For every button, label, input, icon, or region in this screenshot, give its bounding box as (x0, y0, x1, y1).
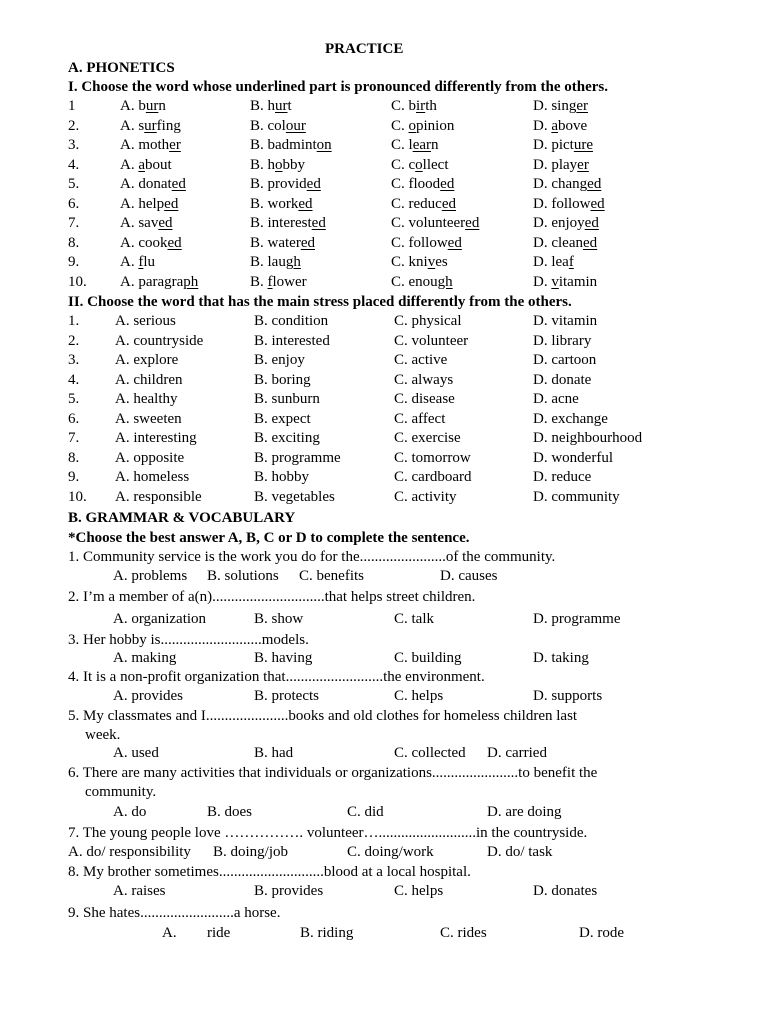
option-b (250, 136, 332, 155)
option-c (391, 214, 479, 233)
word-part: A. sav (120, 215, 159, 231)
underlined-part: ed (158, 215, 173, 231)
question-1: 1. Community service is the work you do for the.......................of the community. (68, 549, 556, 565)
word-part: C. kni (391, 254, 428, 270)
underlined-part: v (551, 273, 559, 290)
row-number: 1. (68, 313, 80, 329)
phonetics-row (0, 214, 768, 233)
underlined-part: ed (441, 195, 456, 212)
q9-option-a: ride (207, 925, 231, 941)
word-part: lu (143, 254, 156, 270)
option-a (120, 253, 155, 272)
option-d (533, 136, 593, 155)
option-c: C. activity (394, 488, 457, 505)
q4-option-d: D. supports (533, 688, 603, 704)
word-part: fing (156, 117, 181, 134)
option-b (250, 273, 307, 292)
word-part: bby (282, 156, 306, 173)
underlined-part: ed (298, 195, 313, 212)
underlined-part: ed (311, 215, 326, 231)
underlined-part: o (275, 156, 283, 173)
q3-option-c: C. building (394, 650, 462, 666)
option-b: B. vegetables (254, 488, 335, 505)
option-c (391, 156, 449, 175)
q8-option-b: B. provides (254, 883, 324, 899)
question-3: 3. Her hobby is...........................models. (68, 632, 309, 648)
q2-option-b: B. show (254, 611, 304, 627)
word-part: es (435, 254, 448, 270)
q2-option-d: D. programme (533, 611, 621, 627)
row-number: 6. (68, 410, 80, 427)
question-1-options (0, 567, 768, 586)
question-2-options (0, 610, 768, 629)
row-number: 4. (68, 371, 80, 388)
option-d: D. cartoon (533, 352, 597, 368)
word-part: B. lau (250, 254, 286, 270)
q1-option-a: A. problems (113, 568, 188, 584)
word-part: C. (391, 117, 409, 134)
option-b: B. expect (254, 410, 311, 427)
word-part: A. s (120, 117, 145, 134)
grammar-instruction: *Choose the best answer A, B, C or D to complete the sentence. (68, 530, 470, 546)
q9-option-c: C. rides (440, 925, 487, 941)
q7-option-d: D. do/ task (487, 844, 553, 860)
option-c (391, 175, 454, 194)
row-number: 2. (68, 332, 80, 349)
option-d (533, 175, 601, 194)
word-part: D. (533, 273, 552, 290)
option-a (120, 195, 178, 214)
option-a (120, 214, 173, 233)
option-b: B. boring (254, 371, 311, 388)
word-part: C. l (391, 137, 413, 153)
underlined-part: ed (300, 234, 315, 251)
underlined-part: o (415, 156, 423, 173)
option-a: A. responsible (115, 488, 202, 505)
word-part: C. b (391, 98, 417, 114)
underlined-part: our (285, 117, 306, 134)
option-b (250, 97, 292, 116)
option-d (533, 117, 587, 136)
word-part: bout (145, 156, 172, 173)
underlined-part: ed (584, 215, 599, 231)
word-part: lower (272, 273, 307, 290)
option-d: D. donate (533, 371, 592, 388)
phonetics-row (0, 117, 768, 136)
row-number: 8. (68, 234, 80, 251)
word-part: B. interest (250, 215, 312, 231)
underlined-part: ur (275, 98, 288, 114)
q7-option-a: A. do/ responsibility (68, 844, 191, 860)
option-a: A. interesting (115, 430, 197, 446)
word-part: B. work (250, 195, 299, 212)
option-d: D. reduce (533, 469, 592, 485)
question-6-options (0, 803, 768, 822)
question-3-options (0, 649, 768, 668)
option-b: B. exciting (254, 430, 320, 446)
q5-option-b: B. had (254, 745, 294, 761)
row-number: 5. (68, 176, 80, 192)
q3-option-b: B. having (254, 650, 313, 666)
underlined-part: on (316, 137, 332, 153)
word-part: A. cook (120, 234, 168, 251)
word-part: D. lea (533, 254, 569, 270)
option-a (120, 175, 186, 194)
question-8: 8. My brother sometimes............................blood at a local hospital. (68, 864, 471, 880)
q3-option-a: A. making (113, 650, 177, 666)
option-b (250, 253, 301, 272)
row-number: 9. (68, 469, 80, 485)
row-number: 8. (68, 449, 80, 466)
option-a: A. serious (115, 313, 176, 329)
word-part: B. col (250, 117, 286, 134)
q6-option-b: B. does (207, 804, 252, 820)
q7-option-b: B. doing/job (213, 844, 289, 860)
option-a: A. homeless (115, 469, 190, 485)
option-d (533, 195, 605, 214)
option-a (120, 117, 181, 136)
option-c: C. active (394, 352, 448, 368)
underlined-part: ir (416, 98, 426, 114)
option-c: C. disease (394, 391, 455, 407)
option-b (250, 195, 313, 214)
q6-option-a: A. do (113, 804, 147, 820)
q1-option-b: B. solutions (207, 568, 279, 584)
row-number: 10. (68, 488, 87, 505)
q9-option-d: D. rode (579, 925, 624, 941)
underlined-part: gh (437, 273, 453, 290)
q3-option-d: D. taking (533, 650, 589, 666)
option-c: C. always (394, 371, 454, 388)
word-part: t (287, 98, 292, 114)
word-part: B. badmint (250, 137, 317, 153)
option-b (250, 234, 315, 253)
word-part: B. (250, 273, 268, 290)
option-d: D. wonderful (533, 449, 613, 466)
underlined-part: ur (144, 117, 157, 134)
option-a (120, 136, 181, 155)
option-a (120, 234, 182, 253)
option-d: D. acne (533, 391, 579, 407)
underlined-part: ed (306, 176, 321, 192)
option-b: B. programme (254, 449, 341, 466)
row-number: 10. (68, 273, 87, 290)
option-b: B. interested (254, 332, 330, 349)
option-c (391, 253, 448, 272)
word-part: B. h (250, 156, 276, 173)
underlined-part: ph (183, 273, 199, 290)
q6-option-c: C. did (347, 804, 384, 820)
underlined-part: ure (573, 137, 593, 153)
option-d: D. library (533, 332, 592, 349)
word-part: B. water (250, 234, 301, 251)
stress-row (0, 351, 768, 370)
underlined-part: ed (590, 195, 605, 212)
word-part: B. provid (250, 176, 307, 192)
row-number: 9. (68, 254, 80, 270)
option-b (250, 214, 326, 233)
question-4: 4. It is a non-profit organization that..........................the environment. (68, 669, 485, 685)
option-a (120, 156, 172, 175)
row-number: 1 (68, 98, 76, 114)
q4-option-a: A. provides (113, 688, 183, 704)
question-5-options (0, 744, 768, 763)
word-part: D. play (533, 156, 578, 173)
option-c (391, 117, 454, 136)
option-c: C. affect (394, 410, 446, 427)
option-d: D. vitamin (533, 313, 598, 329)
option-b: B. enjoy (254, 352, 305, 368)
question-9: 9. She hates.........................a horse. (68, 905, 281, 921)
word-part: C. c (391, 156, 416, 173)
word-part: C. follow (391, 234, 448, 251)
underlined-part: ed (587, 176, 602, 192)
q4-option-b: B. protects (254, 688, 319, 704)
option-b (250, 117, 306, 136)
option-d (533, 253, 574, 272)
option-d: D. neighbourhood (533, 430, 643, 446)
option-c: C. cardboard (394, 469, 472, 485)
word-part: C. enou (391, 273, 438, 290)
phonetics-row (0, 273, 768, 292)
row-number: 5. (68, 391, 80, 407)
row-number: 4. (68, 156, 80, 173)
phonetics-row (0, 136, 768, 155)
q1-option-d: D. causes (440, 568, 498, 584)
option-c (391, 234, 462, 253)
question-5: 5. My classmates and I......................books and old clothes for homeless children last (68, 708, 578, 724)
option-b: B. condition (254, 313, 329, 329)
phonetics-row (0, 175, 768, 194)
q8-option-d: D. donates (533, 883, 598, 899)
option-a: A. sweeten (115, 410, 182, 427)
underlined-part: ur (145, 98, 159, 114)
phonetics-row (0, 253, 768, 272)
underlined-part: ed (171, 176, 186, 192)
option-c: C. exercise (394, 430, 461, 446)
stress-row (0, 468, 768, 487)
stress-row (0, 488, 768, 507)
underlined-part: ed (164, 195, 179, 212)
option-a: A. children (115, 371, 183, 388)
word-part: D. clean (533, 234, 583, 251)
q6-option-d: D. are doing (487, 804, 562, 820)
word-part: llect (422, 156, 449, 173)
section-a-heading: A. PHONETICS (68, 60, 175, 76)
word-part: A. (120, 254, 139, 270)
option-a: A. countryside (115, 332, 204, 349)
row-number: 6. (68, 195, 80, 212)
question-8-options (0, 882, 768, 901)
option-d (533, 97, 588, 116)
word-part: D. follow (533, 195, 591, 212)
q2-option-c: C. talk (394, 611, 434, 627)
option-c: C. physical (394, 313, 462, 329)
option-d: D. community (533, 488, 620, 505)
stress-row (0, 332, 768, 351)
underlined-part: f (568, 254, 574, 270)
word-part: A. moth (120, 137, 170, 153)
word-part: C. reduc (391, 195, 442, 212)
underlined-part: er (576, 98, 588, 114)
underlined-part: a (138, 156, 146, 173)
part1-instruction: I. Choose the word whose underlined part is pronounced differently from the others. (68, 79, 609, 95)
option-b (250, 156, 305, 175)
q5-option-d: D. carried (487, 745, 547, 761)
question-5-continued: week. (85, 727, 121, 743)
row-number: 3. (68, 352, 80, 368)
underlined-part: er (169, 137, 181, 153)
word-part: A. donat (120, 176, 172, 192)
word-part: B. h (250, 98, 276, 114)
question-6: 6. There are many activities that individuals or organizations.......................to benefit the (68, 765, 598, 781)
word-part: C. volunteer (391, 215, 466, 231)
question-4-options (0, 687, 768, 706)
option-c (391, 195, 456, 214)
stress-row (0, 390, 768, 409)
word-part: pinion (416, 117, 455, 134)
underlined-part: gh (285, 254, 301, 270)
option-d (533, 156, 589, 175)
word-part: bove (558, 117, 588, 134)
word-part: A. help (120, 195, 165, 212)
underlined-part: er (577, 156, 589, 173)
option-c (391, 97, 437, 116)
underlined-part: ed (582, 234, 598, 251)
question-7-options (0, 843, 768, 862)
option-c: C. tomorrow (394, 449, 471, 466)
q5-option-c: C. collected (394, 745, 466, 761)
q4-option-c: C. helps (394, 688, 444, 704)
stress-row (0, 312, 768, 331)
option-b: B. sunburn (254, 391, 320, 407)
option-b (250, 175, 321, 194)
phonetics-row (0, 234, 768, 253)
row-number: 7. (68, 215, 80, 231)
q9-option-a-letter: A. (162, 925, 177, 941)
stress-row (0, 429, 768, 448)
q7-option-c: C. doing/work (347, 844, 434, 860)
q8-option-a: A. raises (113, 883, 166, 899)
row-number: 3. (68, 137, 80, 153)
stress-row (0, 410, 768, 429)
phonetics-row (0, 195, 768, 214)
word-part: n (431, 137, 439, 153)
option-d: D. exchange (533, 410, 608, 427)
section-b-heading: B. GRAMMAR & VOCABULARY (68, 510, 296, 526)
underlined-part: v (427, 254, 436, 270)
underlined-part: ed (465, 215, 480, 231)
question-2: 2. I’m a member of a(n)..............................that helps street children. (68, 589, 476, 605)
q9-option-b: B. riding (300, 925, 354, 941)
option-d (533, 273, 597, 292)
underlined-part: ed (440, 176, 455, 192)
q2-option-a: A. organization (113, 611, 207, 627)
option-a: A. explore (115, 352, 179, 368)
option-a (120, 97, 166, 116)
word-part: D. sing (533, 98, 577, 114)
underlined-part: a (551, 117, 559, 134)
underlined-part: f (138, 254, 144, 270)
option-a: A. opposite (115, 449, 185, 466)
word-part: D. chang (533, 176, 588, 192)
phonetics-row (0, 156, 768, 175)
word-part: n (158, 98, 166, 114)
word-part: th (425, 98, 437, 114)
q1-option-c: C. benefits (299, 568, 364, 584)
question-9-options (0, 924, 768, 943)
q8-option-c: C. helps (394, 883, 444, 899)
option-a (120, 273, 198, 292)
word-part: D. enjoy (533, 215, 585, 231)
word-part: A. (120, 156, 139, 173)
word-part: C. flood (391, 176, 441, 192)
part2-instruction: II. Choose the word that has the main stress placed differently from the others. (68, 294, 572, 310)
stress-row (0, 449, 768, 468)
q5-option-a: A. used (113, 745, 159, 761)
question-7: 7. The young people love ……………. volunteer…..........................in the countryside. (68, 825, 588, 841)
option-d (533, 234, 597, 253)
word-part: D. pict (533, 137, 574, 153)
phonetics-row (0, 97, 768, 116)
row-number: 7. (68, 430, 80, 446)
question-6-continued: community. (85, 784, 157, 800)
option-c (391, 136, 439, 155)
option-b: B. hobby (254, 469, 310, 485)
underlined-part: ed (167, 234, 182, 251)
stress-row (0, 371, 768, 390)
row-number: 2. (68, 117, 80, 134)
underlined-part: ed (447, 234, 462, 251)
word-part: A. b (120, 98, 146, 114)
word-part: D. (533, 117, 552, 134)
option-c (391, 273, 453, 292)
page-title: PRACTICE (325, 41, 404, 57)
option-d (533, 214, 599, 233)
underlined-part: o (408, 117, 417, 134)
underlined-part: ear (412, 137, 431, 153)
word-part: A. paragra (120, 273, 184, 290)
option-a: A. healthy (115, 391, 178, 407)
underlined-part: f (267, 273, 273, 290)
option-c: C. volunteer (394, 332, 469, 349)
word-part: itamin (558, 273, 598, 290)
